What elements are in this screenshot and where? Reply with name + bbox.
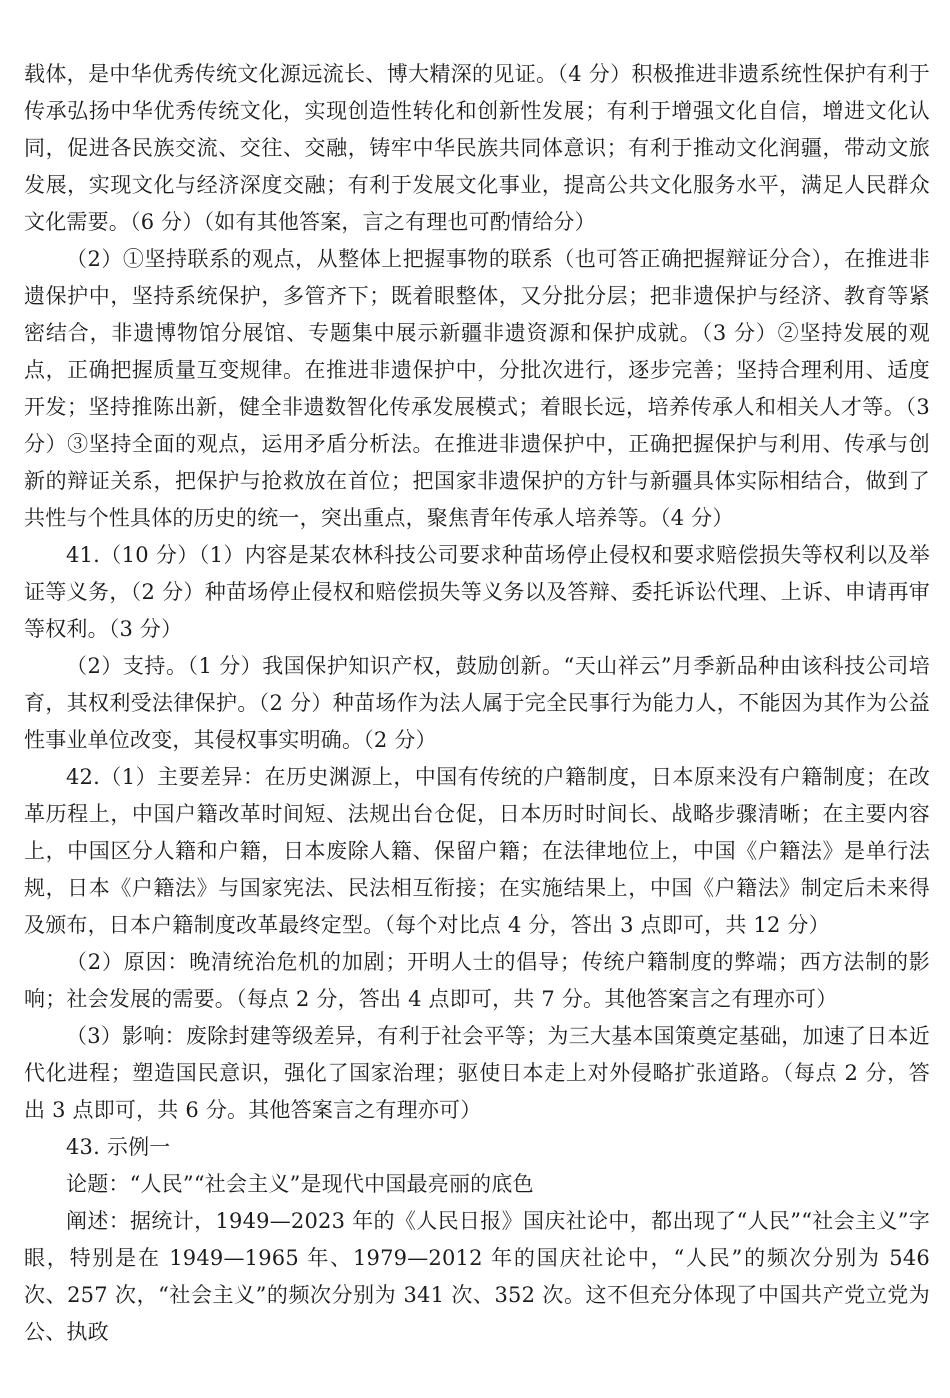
paragraph-q43-thesis: 论题：“人民”“社会主义”是现代中国最亮丽的底色 <box>66 1172 534 1196</box>
paragraph-intangible-heritage-value: 载体，是中华优秀传统文化源远流长、博大精深的见证。（4 分）积极推进非遗系统性保护有利于传承弘扬中华优秀传统文化，实现创造性转化和创新性发展；有利于增强文化自信，增进文化认同，促进各民族交流、交往、交融，铸牢中华民族共同体意识；有利于推动文化润疆，带动文旅发展，实现文化与经济深度交融；有利于发展文化事业，提高公共文化服务水平，满足人民群众文化需要。（6 分）（如有其他答案，言之有理也可酌情给分） <box>24 62 930 234</box>
paragraph-q43-argument: 阐述：据统计，1949—2023 年的《人民日报》国庆社论中，都出现了“人民”“社会主义”字眼，特别是在 1949—1965 年、1979—2012 年的国庆社论中，“人民”的频次分别为 546 次、257 次，“社会主义”的频次分别为 341 次、352 次。这不但充分体现了中国共产党立党为公、执政 <box>24 1209 930 1344</box>
paragraph-q41-part1: 41.（10 分）（1）内容是某农林科技公司要求种苗场停止侵权和要求赔偿损失等权利以及举证等义务，（2 分）种苗场停止侵权和赔偿损失等义务以及答辩、委托诉讼代理、上诉、申请再审等权利。（3 分） <box>24 543 930 641</box>
paragraph-q42-part2: （2）原因：晚清统治危机的加剧；开明人士的倡导；传统户籍制度的弊端；西方法制的影响；社会发展的需要。（每点 2 分，答出 4 点即可，共 7 分。其他答案言之有理亦可） <box>24 950 930 1011</box>
paragraph-q40-part2: （2）①坚持联系的观点，从整体上把握事物的联系（也可答正确把握辩证分合），在推进非遗保护中，坚持系统保护，多管齐下；既着眼整体，又分批分层；把非遗保护与经济、教育等紧密结合，非遗博物馆分展馆、专题集中展示新疆非遗资源和保护成就。（3 分）②坚持发展的观点，正确把握质量互变规律。在推进非遗保护中，分批次进行，逐步完善；坚持合理利用、适度开发；坚持推陈出新，健全非遗数智化传承发展模式；着眼长远，培养传承人和相关人才等。（3 分）③坚持全面的观点，运用矛盾分析法。在推进非遗保护中，正确把握保护与利用、传承与创新的辩证关系，把保护与抢救放在首位；把国家非遗保护的方针与新疆具体实际相结合，做到了共性与个性具体的历史的统一，突出重点，聚焦青年传承人培养等。（4 分） <box>24 247 930 530</box>
paragraph-q41-part2: （2）支持。（1 分）我国保护知识产权，鼓励创新。“天山祥云”月季新品种由该科技公司培育，其权利受法律保护。（2 分）种苗场作为法人属于完全民事行为能力人，不能因为其作为公益性事业单位改变，其侵权事实明确。（2 分） <box>24 654 930 752</box>
paragraph-q43-heading: 43. 示例一 <box>66 1135 171 1159</box>
paragraph-q42-part1: 42.（1）主要差异：在历史渊源上，中国有传统的户籍制度，日本原来没有户籍制度；在改革历程上，中国户籍改革时间短、法规出台仓促，日本历时时间长、战略步骤清晰；在主要内容上，中国区分人籍和户籍，日本废除人籍、保留户籍；在法律地位上，中国《户籍法》是单行法规，日本《户籍法》与国家宪法、民法相互衔接；在实施结果上，中国《户籍法》制定后未来得及颁布，日本户籍制度改革最终定型。（每个对比点 4 分，答出 3 点即可，共 12 分） <box>24 765 930 937</box>
answer-key-page <box>24 56 930 1351</box>
paragraph-q42-part3: （3）影响：废除封建等级差异，有利于社会平等；为三大基本国策奠定基础，加速了日本近代化进程；塑造国民意识，强化了国家治理；驱使日本走上对外侵略扩张道路。（每点 2 分，答出 3 点即可，共 6 分。其他答案言之有理亦可） <box>24 1024 930 1122</box>
